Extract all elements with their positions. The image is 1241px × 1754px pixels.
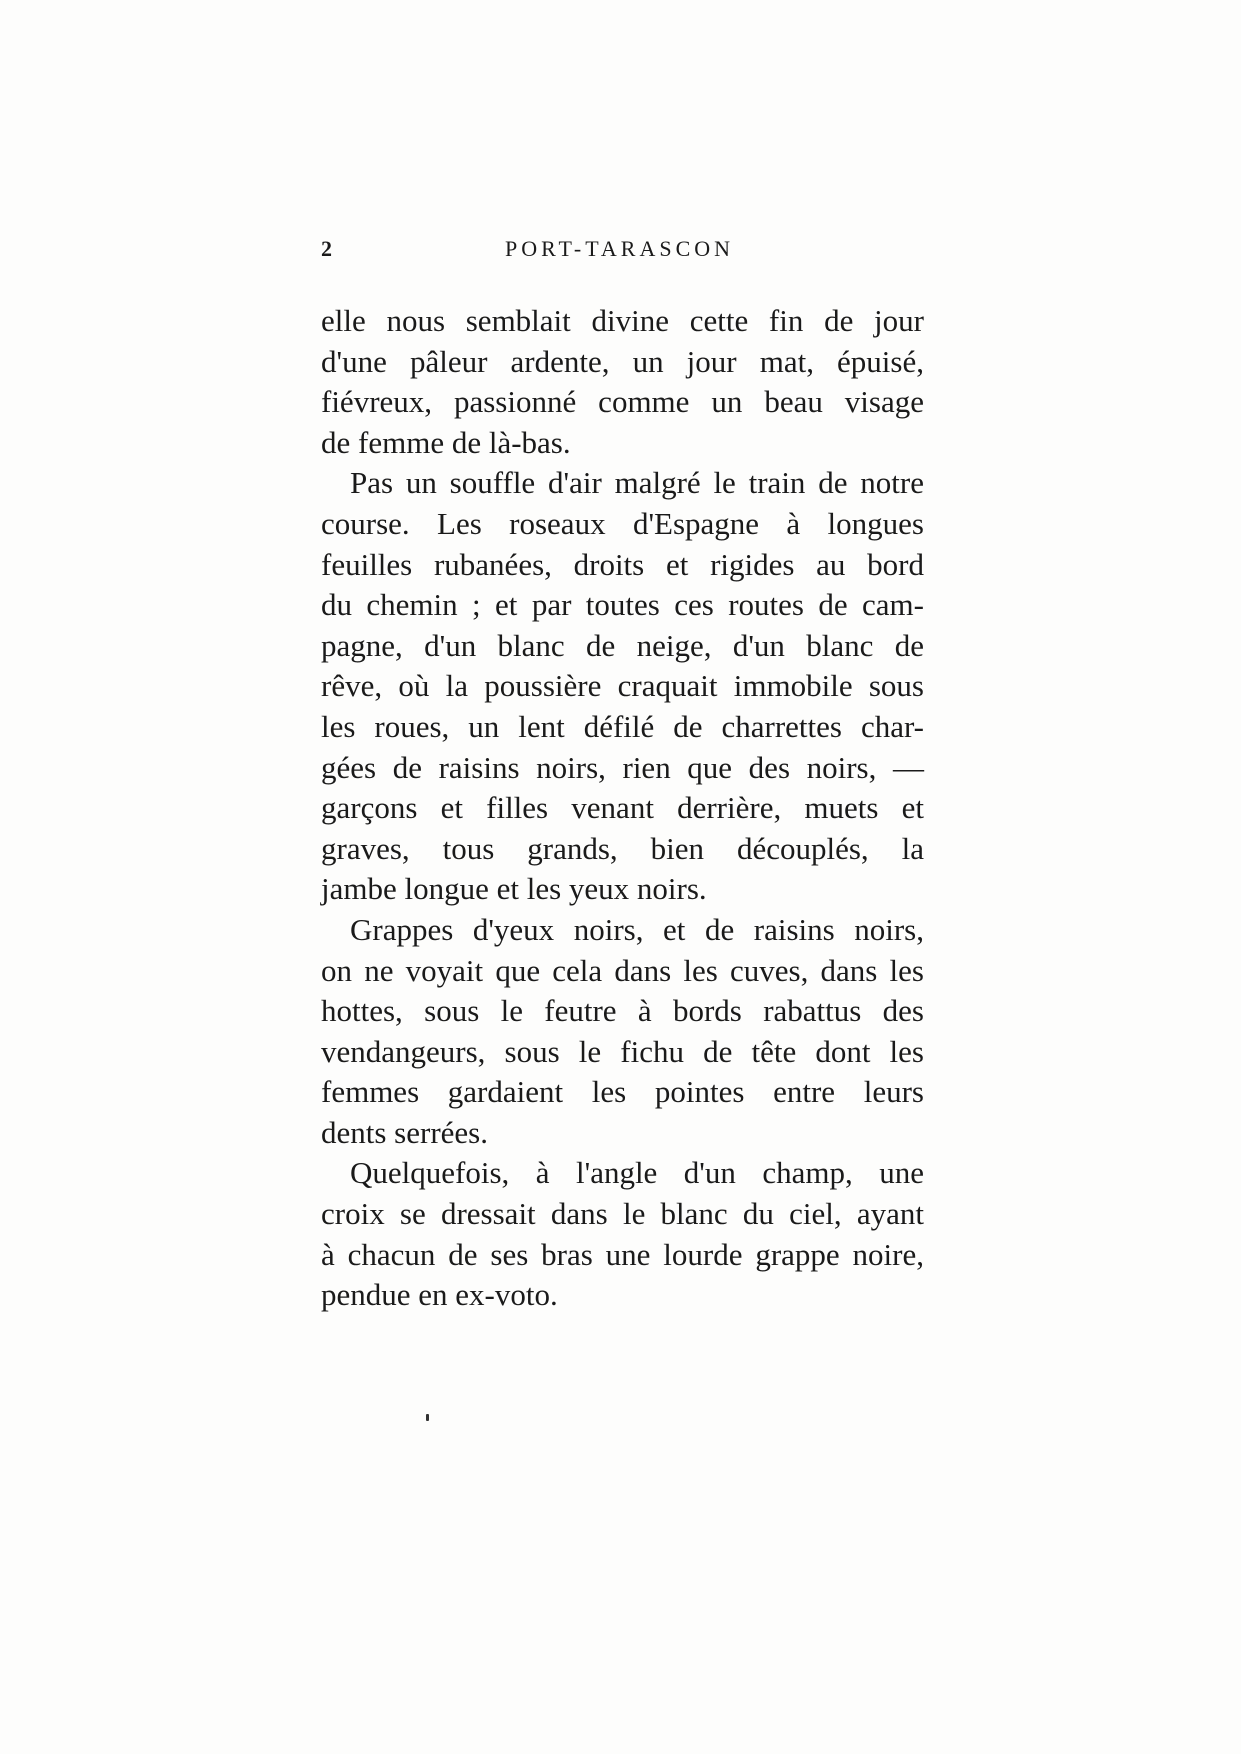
text-line: du chemin ; et par toutes ces routes de cam- <box>321 587 924 623</box>
page-number: 2 <box>321 236 332 261</box>
text-line: croix se dressait dans le blanc du ciel, ayant <box>321 1196 924 1232</box>
running-title: PORT-TARASCON <box>505 236 735 261</box>
body-text <box>321 301 924 1316</box>
text-line: de femme de là-bas. <box>321 424 571 460</box>
running-header <box>321 236 924 268</box>
text-line: garçons et filles venant derrière, muets et <box>321 790 924 826</box>
text-line: dents serrées. <box>321 1114 488 1150</box>
text-line: pendue en ex-voto. <box>321 1277 558 1313</box>
text-line: femmes gardaient les pointes entre leurs <box>321 1074 924 1110</box>
text-line: Pas un souffle d'air malgré le train de notre <box>350 465 924 501</box>
text-line: graves, tous grands, bien découplés, la <box>321 830 924 866</box>
text-line: course. Les roseaux d'Espagne à longues <box>321 505 924 541</box>
text-line: fiévreux, passionné comme un beau visage <box>321 384 924 420</box>
text-line: on ne voyait que cela dans les cuves, dans les <box>321 952 924 988</box>
text-line: vendangeurs, sous le fichu de tête dont les <box>321 1033 924 1069</box>
text-line: elle nous semblait divine cette fin de jour <box>321 303 924 338</box>
text-line: jambe longue et les yeux noirs. <box>321 871 707 907</box>
text-line: feuilles rubanées, droits et rigides au bord <box>321 546 924 582</box>
print-speck <box>426 1414 429 1421</box>
text-line: gées de raisins noirs, rien que des noirs, — <box>321 749 924 785</box>
text-line: d'une pâleur ardente, un jour mat, épuisé, <box>321 343 924 379</box>
text-line: rêve, où la poussière craquait immobile sous <box>321 668 924 704</box>
text-line: Grappes d'yeux noirs, et de raisins noirs, <box>350 911 924 947</box>
text-line: Quelquefois, à l'angle d'un champ, une <box>350 1155 924 1191</box>
text-line: hottes, sous le feutre à bords rabattus des <box>321 993 924 1029</box>
text-line: les roues, un lent défilé de charrettes char- <box>321 708 924 744</box>
text-line: pagne, d'un blanc de neige, d'un blanc de <box>321 627 924 663</box>
text-line: à chacun de ses bras une lourde grappe noire, <box>321 1236 924 1272</box>
